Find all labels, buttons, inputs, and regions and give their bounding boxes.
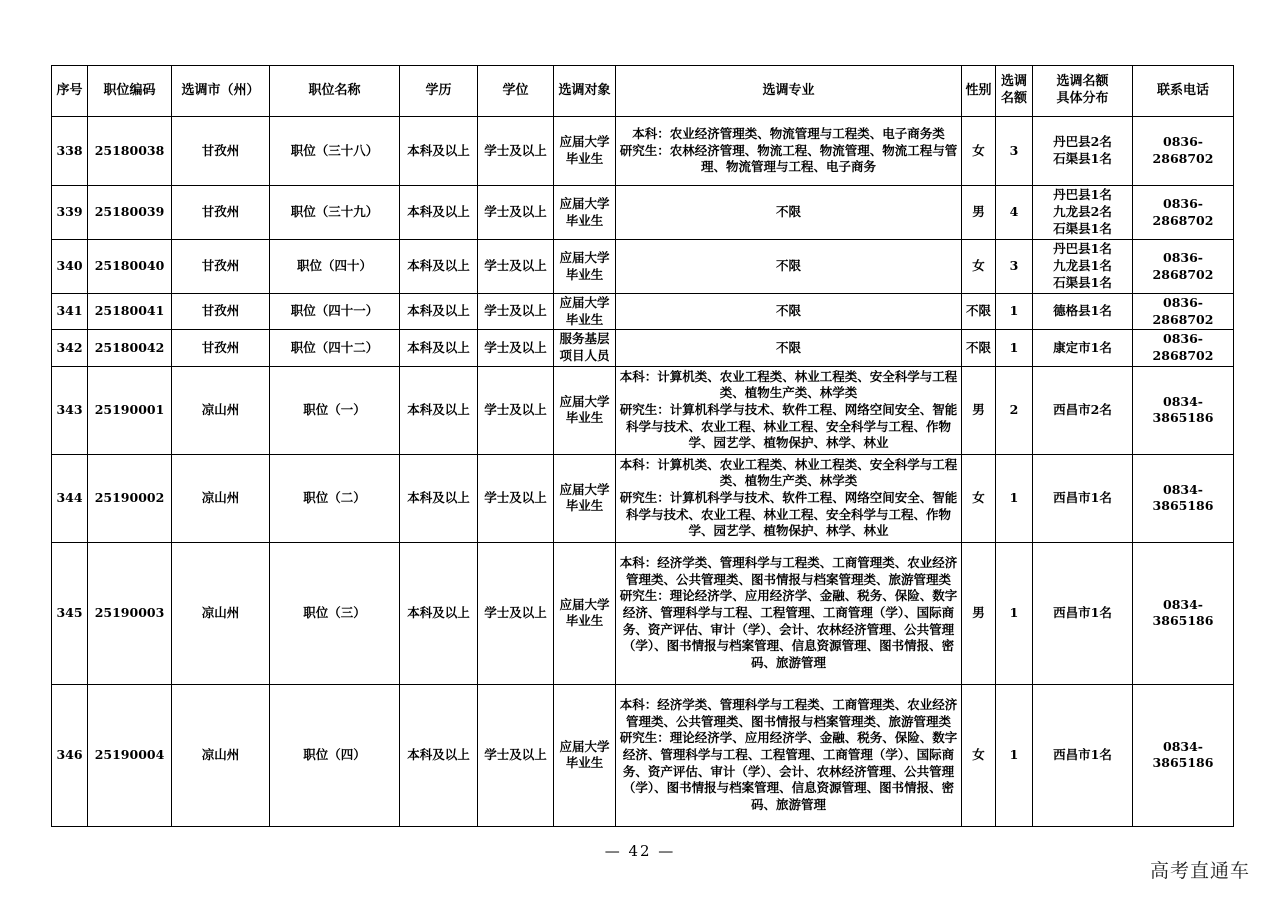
header-distribution: 选调名额 具体分布: [1033, 66, 1133, 117]
cell-city: 甘孜州: [172, 240, 270, 294]
cell-gender: 男: [962, 186, 996, 240]
cell-seq: 340: [52, 240, 88, 294]
cell-major: 不限: [616, 240, 962, 294]
cell-quota: 4: [996, 186, 1033, 240]
cell-seq: 343: [52, 366, 88, 454]
cell-seq: 338: [52, 117, 88, 186]
cell-code: 25190002: [88, 454, 172, 542]
cell-quota: 1: [996, 454, 1033, 542]
cell-phone: 0836-2868702: [1133, 330, 1234, 366]
cell-position: 职位（二）: [270, 454, 400, 542]
header-gender: 性别: [962, 66, 996, 117]
cell-city: 凉山州: [172, 684, 270, 826]
table-row: [52, 454, 1234, 542]
cell-target: 应届大学毕业生: [554, 366, 616, 454]
cell-city: 甘孜州: [172, 186, 270, 240]
positions-table: [51, 65, 1234, 827]
cell-quota: 1: [996, 684, 1033, 826]
cell-seq: 346: [52, 684, 88, 826]
cell-education: 本科及以上: [400, 330, 478, 366]
cell-phone: 0836-2868702: [1133, 240, 1234, 294]
cell-code: 25190003: [88, 542, 172, 684]
cell-distribution: 丹巴县1名 九龙县2名 石渠县1名: [1033, 186, 1133, 240]
cell-distribution: 康定市1名: [1033, 330, 1133, 366]
cell-seq: 341: [52, 294, 88, 330]
header-row: [52, 66, 1234, 117]
cell-distribution: 西昌市2名: [1033, 366, 1133, 454]
cell-degree: 学士及以上: [478, 240, 554, 294]
cell-position: 职位（四）: [270, 684, 400, 826]
cell-code: 25180038: [88, 117, 172, 186]
cell-target: 应届大学毕业生: [554, 454, 616, 542]
cell-code: 25190004: [88, 684, 172, 826]
cell-gender: 女: [962, 240, 996, 294]
cell-position: 职位（三）: [270, 542, 400, 684]
cell-distribution: 德格县1名: [1033, 294, 1133, 330]
cell-quota: 3: [996, 240, 1033, 294]
header-position: 职位名称: [270, 66, 400, 117]
page-number: — 42 —: [604, 842, 676, 860]
header-city: 选调市（州）: [172, 66, 270, 117]
header-seq: 序号: [52, 66, 88, 117]
cell-gender: 男: [962, 542, 996, 684]
header-degree: 学位: [478, 66, 554, 117]
cell-code: 25190001: [88, 366, 172, 454]
cell-position: 职位（四十）: [270, 240, 400, 294]
cell-phone: 0836-2868702: [1133, 186, 1234, 240]
cell-distribution: 西昌市1名: [1033, 684, 1133, 826]
cell-education: 本科及以上: [400, 240, 478, 294]
cell-education: 本科及以上: [400, 454, 478, 542]
watermark-text: 高考直通车: [1149, 860, 1250, 882]
header-education: 学历: [400, 66, 478, 117]
header-quota: 选调 名额: [996, 66, 1033, 117]
cell-position: 职位（三十八）: [270, 117, 400, 186]
cell-degree: 学士及以上: [478, 294, 554, 330]
header-major: 选调专业: [616, 66, 962, 117]
cell-degree: 学士及以上: [478, 186, 554, 240]
cell-target: 服务基层项目人员: [554, 330, 616, 366]
table-row: [52, 294, 1234, 330]
cell-target: 应届大学毕业生: [554, 294, 616, 330]
cell-degree: 学士及以上: [478, 117, 554, 186]
cell-city: 甘孜州: [172, 117, 270, 186]
cell-gender: 女: [962, 454, 996, 542]
cell-gender: 不限: [962, 330, 996, 366]
cell-quota: 3: [996, 117, 1033, 186]
cell-target: 应届大学毕业生: [554, 542, 616, 684]
cell-degree: 学士及以上: [478, 366, 554, 454]
cell-position: 职位（四十二）: [270, 330, 400, 366]
table-row: [52, 330, 1234, 366]
cell-degree: 学士及以上: [478, 330, 554, 366]
cell-seq: 345: [52, 542, 88, 684]
cell-distribution: 西昌市1名: [1033, 454, 1133, 542]
cell-degree: 学士及以上: [478, 684, 554, 826]
cell-quota: 1: [996, 330, 1033, 366]
cell-major: 不限: [616, 330, 962, 366]
cell-phone: 0836-2868702: [1133, 117, 1234, 186]
cell-phone: 0834-3865186: [1133, 366, 1234, 454]
cell-major: 本科：农业经济管理类、物流管理与工程类、电子商务类 研究生：农林经济管理、物流工程、物流管理、物流工程与管理、物流管理与工程、电子商务: [616, 117, 962, 186]
header-phone: 联系电话: [1133, 66, 1234, 117]
table-row: [52, 366, 1234, 454]
cell-phone: 0834-3865186: [1133, 542, 1234, 684]
cell-phone: 0834-3865186: [1133, 684, 1234, 826]
cell-gender: 女: [962, 684, 996, 826]
cell-phone: 0834-3865186: [1133, 454, 1234, 542]
cell-seq: 339: [52, 186, 88, 240]
cell-major: 不限: [616, 186, 962, 240]
cell-gender: 女: [962, 117, 996, 186]
cell-education: 本科及以上: [400, 684, 478, 826]
cell-position: 职位（四十一）: [270, 294, 400, 330]
cell-city: 甘孜州: [172, 330, 270, 366]
cell-code: 25180042: [88, 330, 172, 366]
cell-city: 凉山州: [172, 542, 270, 684]
cell-education: 本科及以上: [400, 366, 478, 454]
cell-city: 凉山州: [172, 366, 270, 454]
cell-quota: 1: [996, 294, 1033, 330]
header-target: 选调对象: [554, 66, 616, 117]
cell-quota: 2: [996, 366, 1033, 454]
cell-education: 本科及以上: [400, 542, 478, 684]
table-row: [52, 117, 1234, 186]
header-code: 职位编码: [88, 66, 172, 117]
cell-position: 职位（三十九）: [270, 186, 400, 240]
cell-major: 本科：经济学类、管理科学与工程类、工商管理类、农业经济管理类、公共管理类、图书情报与档案管理类、旅游管理类 研究生：理论经济学、应用经济学、金融、税务、保险、数字经济、管理科学与工程、工程管理、工商管理（学）、国际商务、资产评估、审计（学）、会计、农林经济管理、公共管理（学）、图书情报与档案管理、信息资源管理、图书情报、密码、旅游管理: [616, 542, 962, 684]
cell-degree: 学士及以上: [478, 454, 554, 542]
cell-code: 25180039: [88, 186, 172, 240]
cell-target: 应届大学毕业生: [554, 240, 616, 294]
cell-city: 凉山州: [172, 454, 270, 542]
table-row: [52, 186, 1234, 240]
table-row: [52, 684, 1234, 826]
cell-major: 本科：计算机类、农业工程类、林业工程类、安全科学与工程类、植物生产类、林学类 研究生：计算机科学与技术、软件工程、网络空间安全、智能科学与技术、农业工程、林业工程、安全科学与工程、作物学、园艺学、植物保护、林学、林业: [616, 454, 962, 542]
table-row: [52, 542, 1234, 684]
cell-major: 本科：计算机类、农业工程类、林业工程类、安全科学与工程类、植物生产类、林学类 研究生：计算机科学与技术、软件工程、网络空间安全、智能科学与技术、农业工程、林业工程、安全科学与工程、作物学、园艺学、植物保护、林学、林业: [616, 366, 962, 454]
cell-city: 甘孜州: [172, 294, 270, 330]
cell-position: 职位（一）: [270, 366, 400, 454]
cell-quota: 1: [996, 542, 1033, 684]
cell-gender: 不限: [962, 294, 996, 330]
cell-major: 不限: [616, 294, 962, 330]
cell-distribution: 丹巴县2名 石渠县1名: [1033, 117, 1133, 186]
cell-degree: 学士及以上: [478, 542, 554, 684]
cell-education: 本科及以上: [400, 117, 478, 186]
cell-gender: 男: [962, 366, 996, 454]
cell-major: 本科：经济学类、管理科学与工程类、工商管理类、农业经济管理类、公共管理类、图书情报与档案管理类、旅游管理类 研究生：理论经济学、应用经济学、金融、税务、保险、数字经济、管理科学与工程、工程管理、工商管理（学）、国际商务、资产评估、审计（学）、会计、农林经济管理、公共管理（学）、图书情报与档案管理、信息资源管理、图书情报、密码、旅游管理: [616, 684, 962, 826]
cell-target: 应届大学毕业生: [554, 186, 616, 240]
cell-phone: 0836-2868702: [1133, 294, 1234, 330]
table-row: [52, 240, 1234, 294]
cell-seq: 342: [52, 330, 88, 366]
cell-seq: 344: [52, 454, 88, 542]
cell-education: 本科及以上: [400, 186, 478, 240]
cell-target: 应届大学毕业生: [554, 684, 616, 826]
cell-education: 本科及以上: [400, 294, 478, 330]
cell-distribution: 丹巴县1名 九龙县1名 石渠县1名: [1033, 240, 1133, 294]
cell-code: 25180040: [88, 240, 172, 294]
cell-code: 25180041: [88, 294, 172, 330]
cell-distribution: 西昌市1名: [1033, 542, 1133, 684]
cell-target: 应届大学毕业生: [554, 117, 616, 186]
